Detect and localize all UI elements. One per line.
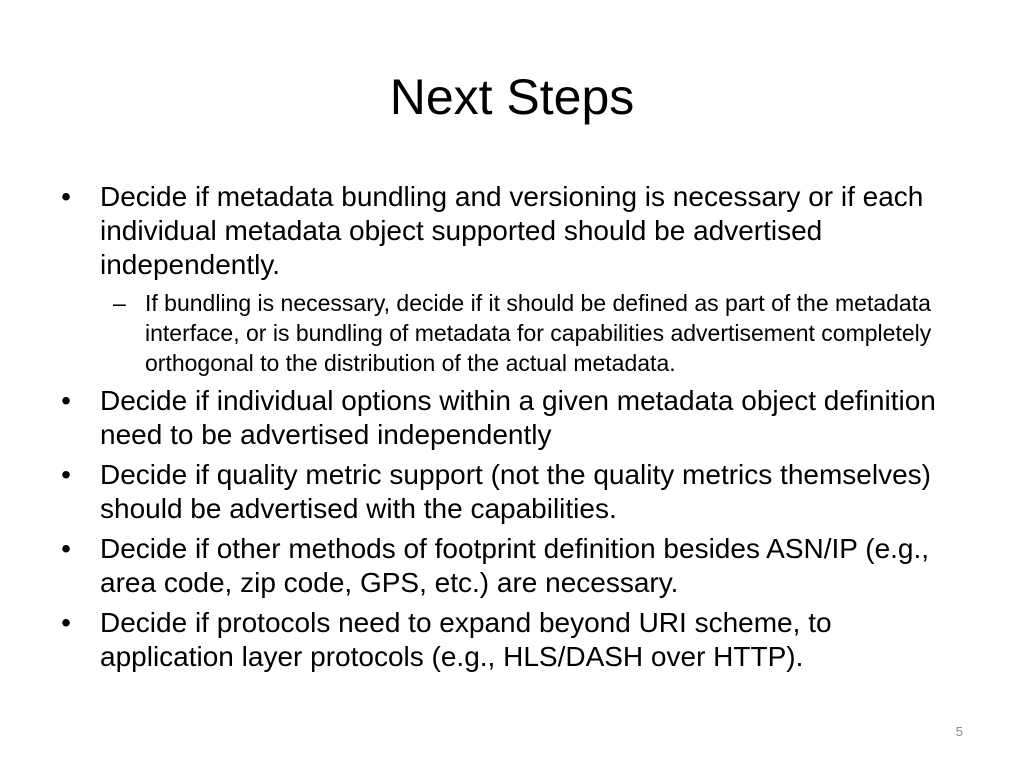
bullet-dot-icon: •: [61, 181, 71, 212]
bullet-list: [56, 180, 956, 680]
page-number: 5: [955, 724, 963, 739]
sub-bullet-item: [100, 288, 956, 378]
bullet-item: [56, 606, 956, 674]
bullet-item: [56, 532, 956, 600]
bullet-text: Decide if quality metric support (not the quality metrics themselves) should be advertised with the capabilities.: [100, 459, 931, 524]
bullet-dot-icon: •: [61, 607, 71, 638]
bullet-text: Decide if individual options within a given metadata object definition need to be advertised independently: [100, 385, 936, 450]
slide-title: Next Steps: [389, 69, 635, 125]
bullet-dot-icon: •: [61, 459, 71, 490]
bullet-text: Decide if metadata bundling and versioning is necessary or if each individual metadata object supported should be advertised independently.: [100, 181, 924, 280]
bullet-item: [56, 180, 956, 378]
bullet-item: [56, 458, 956, 526]
bullet-dot-icon: •: [61, 385, 71, 416]
bullet-dot-icon: •: [61, 533, 71, 564]
bullet-text: Decide if other methods of footprint definition besides ASN/IP (e.g., area code, zip code, GPS, etc.) are necessary.: [100, 533, 930, 598]
dash-icon: –: [113, 290, 126, 316]
bullet-text: Decide if protocols need to expand beyond URI scheme, to application layer protocols (e.g., HLS/DASH over HTTP).: [100, 607, 832, 672]
sub-bullet-list: [100, 288, 956, 378]
sub-bullet-text: If bundling is necessary, decide if it should be defined as part of the metadata interface, or is bundling of metadata for capabilities advertisement completely orthogonal to the distribution of the actual metadata.: [145, 290, 932, 376]
bullet-item: [56, 384, 956, 452]
